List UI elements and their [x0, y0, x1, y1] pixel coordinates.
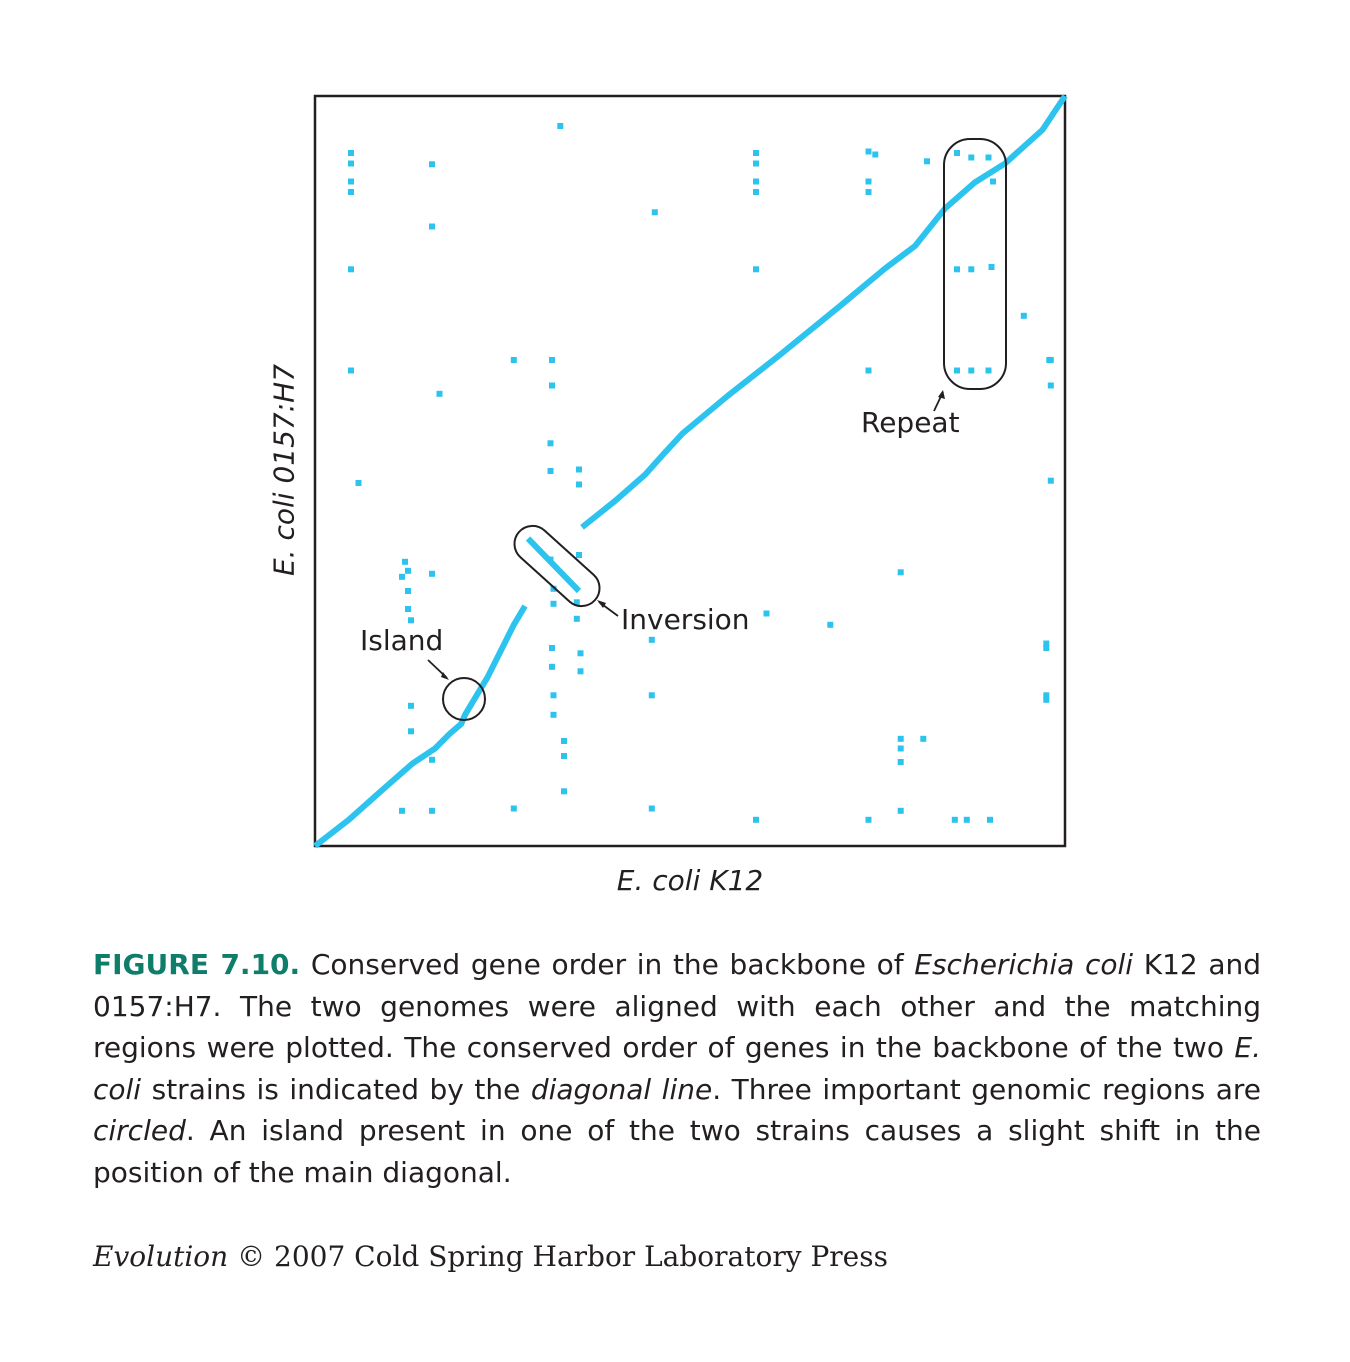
match-point: [952, 817, 958, 823]
caption-text-5: . An island present in one of the two strains causes a slight shift in the position of the main diagonal.: [93, 1114, 1261, 1189]
match-point: [989, 264, 995, 270]
match-point: [866, 149, 872, 155]
upper-diagonal-line: [582, 96, 1065, 527]
match-point: [987, 817, 993, 823]
match-point: [1048, 478, 1054, 484]
match-point: [753, 189, 759, 195]
match-point: [511, 357, 517, 363]
match-point: [649, 692, 655, 698]
match-point: [348, 266, 354, 272]
match-point: [898, 736, 904, 742]
match-point: [649, 806, 655, 812]
caption-strain: E. coli: [93, 1031, 1261, 1106]
match-point: [968, 266, 974, 272]
match-point: [866, 368, 872, 374]
match-point: [348, 161, 354, 167]
match-point: [557, 123, 563, 129]
match-point: [866, 817, 872, 823]
match-point: [356, 480, 362, 486]
annotation-inversion: Inversion: [621, 603, 750, 636]
caption-text-3: strains is indicated by the: [141, 1072, 531, 1106]
x-axis-title: E. coli K12: [616, 864, 764, 897]
match-point: [753, 266, 759, 272]
match-point: [576, 482, 582, 488]
caption-text-1: Conserved gene order in the backbone of: [300, 948, 915, 981]
repeat-band: [944, 139, 1006, 389]
match-point: [920, 736, 926, 742]
match-point: [405, 606, 411, 612]
match-point: [576, 467, 582, 473]
plot-frame: [315, 96, 1065, 846]
match-point: [408, 728, 414, 734]
match-point: [866, 189, 872, 195]
match-point: [986, 155, 992, 161]
match-point: [954, 266, 960, 272]
annotation-island: Island: [360, 624, 444, 657]
match-point: [827, 622, 833, 628]
match-point: [399, 808, 405, 814]
match-point: [511, 806, 517, 812]
match-point: [574, 616, 580, 622]
match-point: [437, 391, 443, 397]
match-point: [753, 179, 759, 185]
figure-caption: [93, 944, 1261, 1193]
match-point: [551, 692, 557, 698]
match-point: [399, 574, 405, 580]
match-point: [872, 152, 878, 158]
match-point: [986, 368, 992, 374]
match-point: [549, 664, 555, 670]
caption-text-4: . Three important genomic regions are: [712, 1072, 1261, 1106]
match-point: [1048, 357, 1054, 363]
match-point: [753, 150, 759, 156]
match-point: [348, 179, 354, 185]
match-point: [753, 161, 759, 167]
match-point: [866, 179, 872, 185]
match-point: [652, 209, 658, 215]
match-point: [402, 559, 408, 565]
match-point: [549, 645, 555, 651]
inversion-line: [528, 539, 579, 592]
match-point: [649, 637, 655, 643]
match-point: [1048, 383, 1054, 389]
match-point: [578, 650, 584, 656]
match-point: [429, 808, 435, 814]
match-point: [1043, 645, 1049, 651]
match-point: [405, 588, 411, 594]
match-point: [561, 738, 567, 744]
match-point: [898, 746, 904, 752]
match-point: [548, 468, 554, 474]
match-point: [578, 668, 584, 674]
match-point: [968, 368, 974, 374]
match-point: [551, 601, 557, 607]
match-point: [753, 817, 759, 823]
match-point: [968, 155, 974, 161]
caption-circled: circled: [93, 1114, 186, 1147]
match-point: [429, 224, 435, 230]
match-point: [1043, 697, 1049, 703]
match-point: [548, 440, 554, 446]
match-point: [561, 788, 567, 794]
match-point: [990, 179, 996, 185]
match-point: [898, 759, 904, 765]
match-point: [429, 161, 435, 167]
match-point: [348, 368, 354, 374]
caption-diagonal: diagonal line: [530, 1072, 713, 1106]
match-point: [405, 568, 411, 574]
match-point: [549, 383, 555, 389]
match-point: [954, 368, 960, 374]
match-point: [576, 552, 582, 558]
match-point: [1021, 313, 1027, 319]
annotation-repeat: Repeat: [861, 406, 960, 439]
match-point: [429, 571, 435, 577]
match-point: [348, 189, 354, 195]
match-point: [561, 753, 567, 759]
caption-text-2: K12 and 0157:H7. The two genomes were aligned with each other and the matching regions were plotted. The conserved order of genes in the backbone of the two: [93, 948, 1262, 1064]
y-axis-title: E. coli 0157:H7: [267, 363, 301, 577]
match-point: [898, 569, 904, 575]
match-point: [954, 150, 960, 156]
match-point: [348, 150, 354, 156]
credit-text: © 2007 Cold Spring Harbor Laboratory Press: [228, 1240, 888, 1273]
match-point: [898, 808, 904, 814]
copyright-credit: [93, 1240, 888, 1273]
match-point: [408, 617, 414, 623]
match-point: [548, 557, 554, 563]
match-point: [549, 357, 555, 363]
match-point: [551, 712, 557, 718]
match-point: [408, 703, 414, 709]
match-point: [924, 158, 930, 164]
match-point: [429, 757, 435, 763]
caption-species: Escherichia coli: [914, 948, 1134, 981]
match-point: [764, 611, 770, 617]
match-point: [964, 817, 970, 823]
figure-label: FIGURE 7.10.: [93, 948, 301, 981]
credit-book: Evolution: [93, 1240, 229, 1273]
